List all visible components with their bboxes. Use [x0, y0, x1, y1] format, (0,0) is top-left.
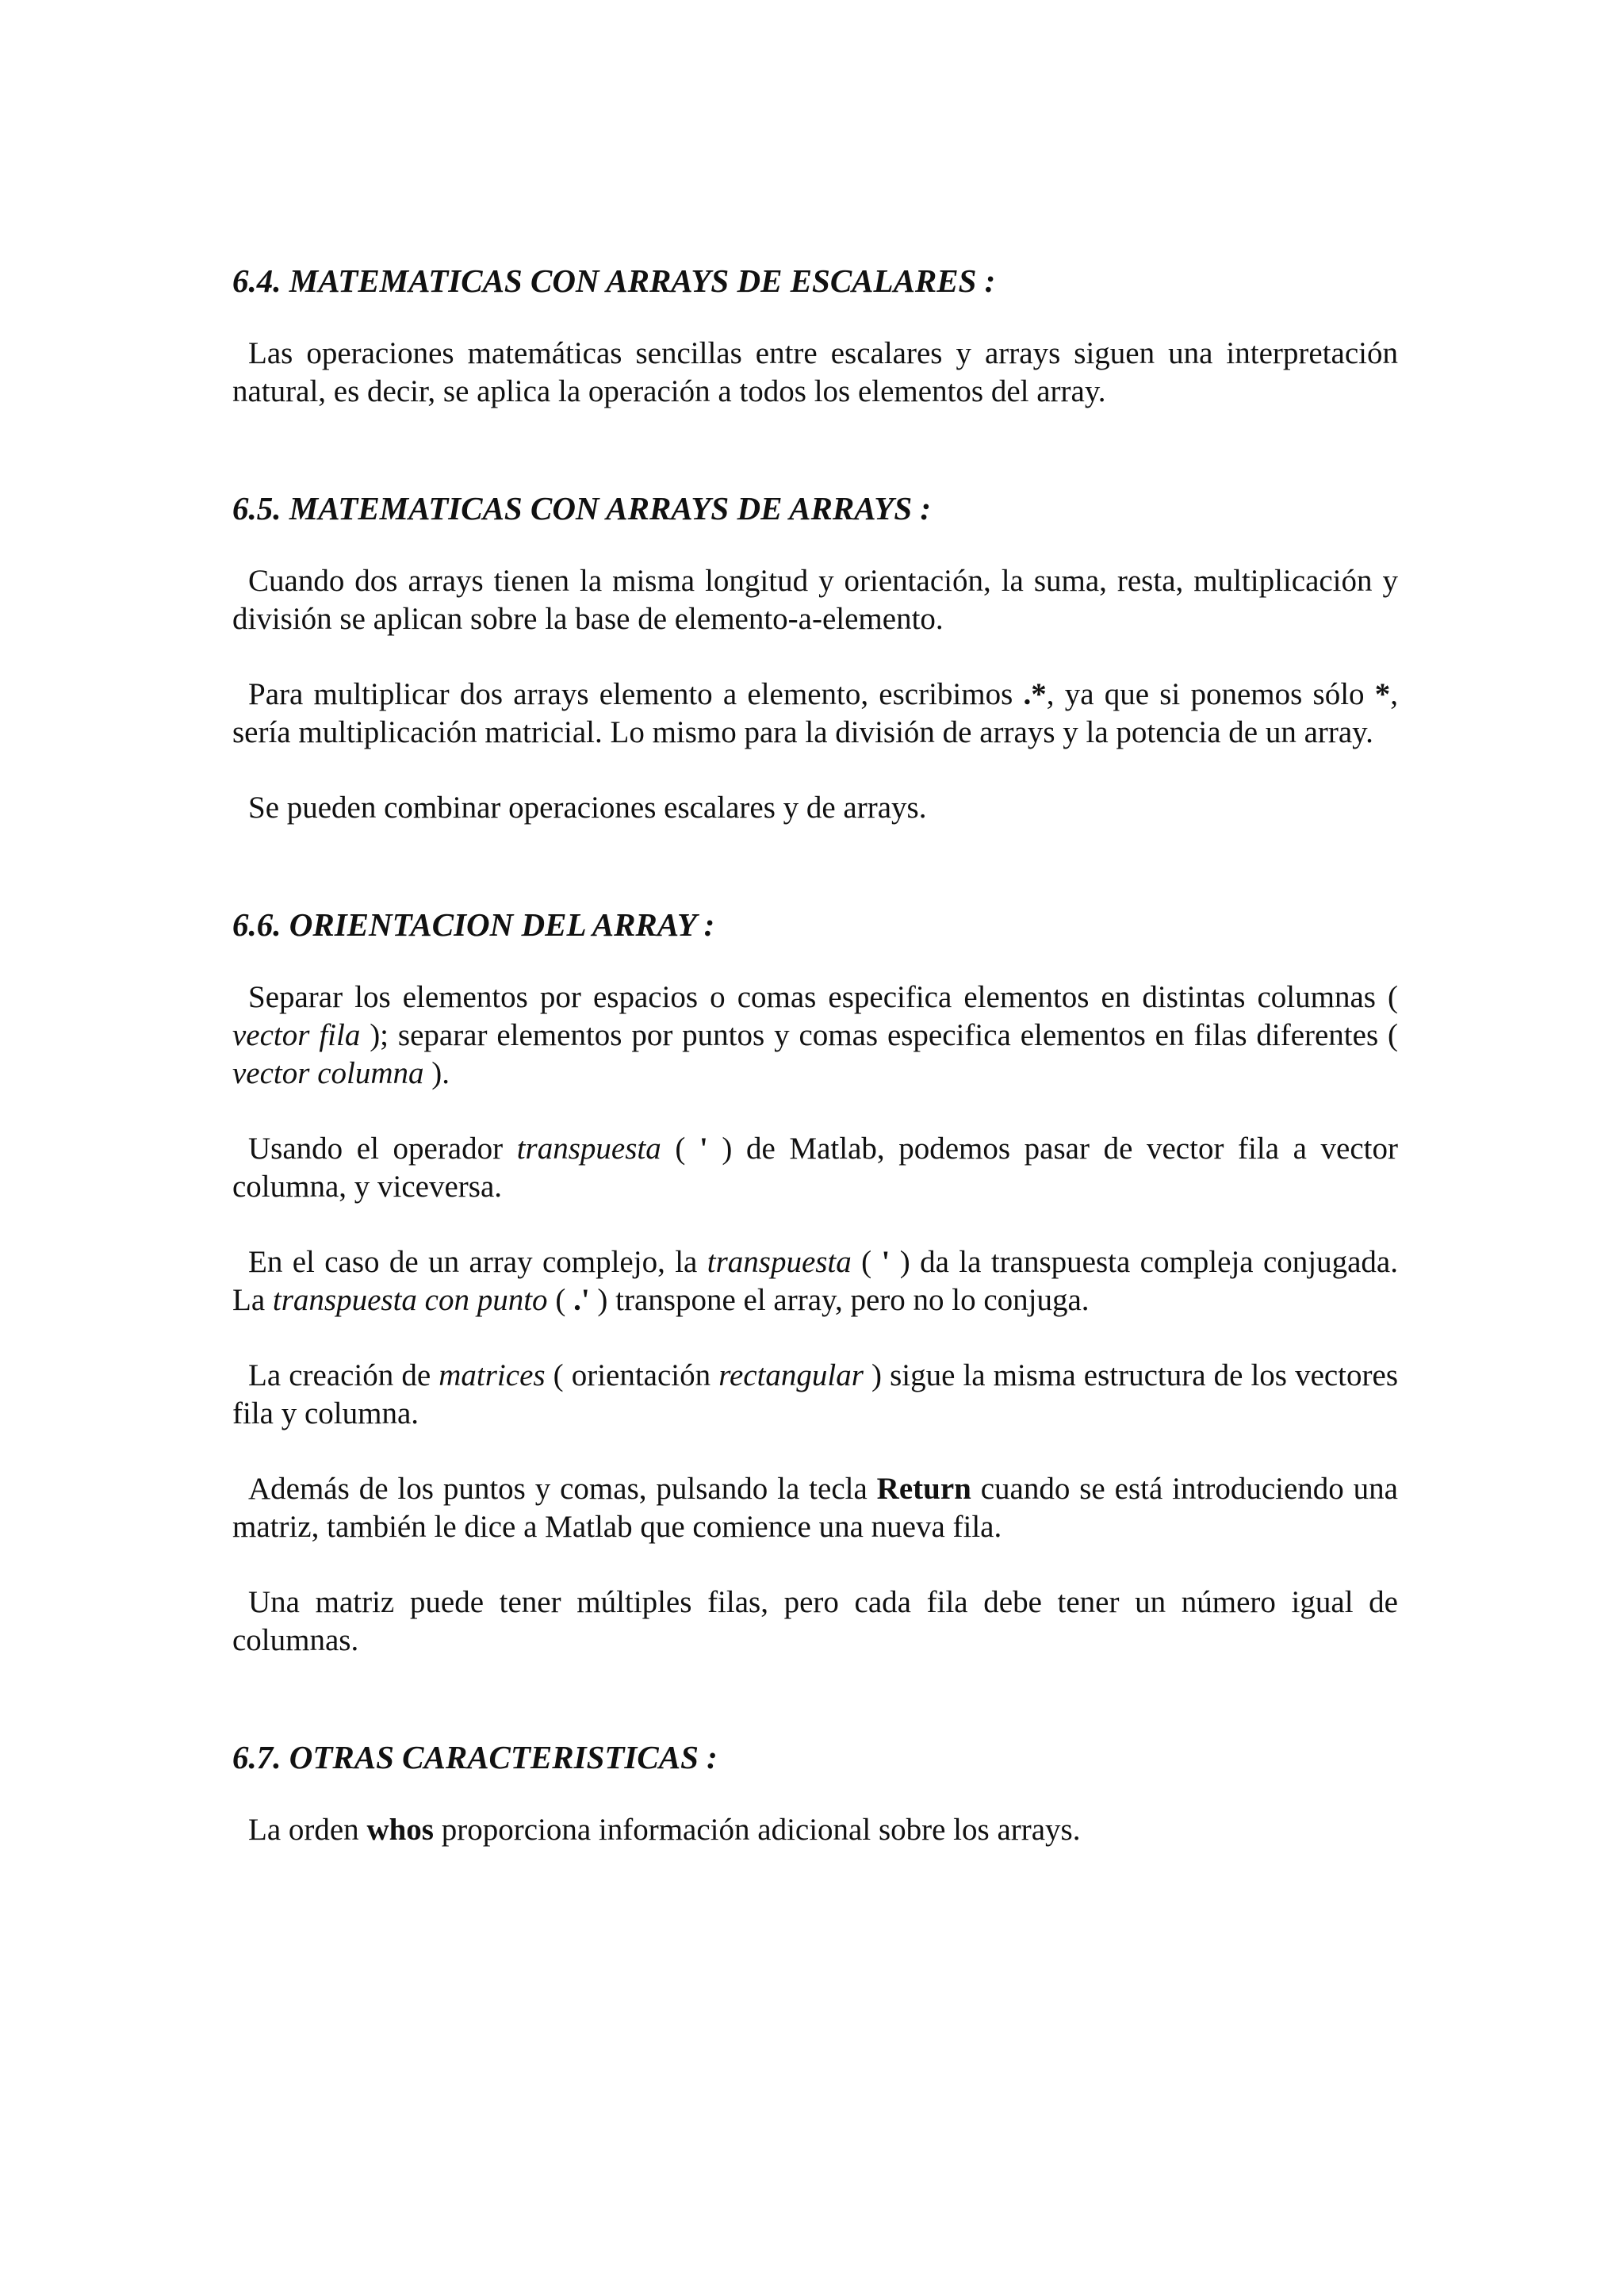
section-heading: 6.4. MATEMATICAS CON ARRAYS DE ESCALARES :	[232, 262, 996, 299]
bold-text: .*	[1023, 677, 1047, 711]
bold-text: whos	[366, 1813, 434, 1847]
text-run: proporciona información adicional sobre los arrays.	[433, 1813, 1081, 1847]
text-run: Usando el operador	[248, 1132, 517, 1166]
text-run: ) sigue la misma estructura de los vectores fila y columna.	[232, 1358, 1398, 1430]
text-run: Cuando dos arrays tienen la misma longitud y orientación, la suma, resta, multiplicación y división se aplican sobre la base de elemento-a-elemento.	[232, 564, 1398, 636]
text-run: cuando se está introduciendo una matriz, también le dice a Matlab que comience una nueva fila.	[232, 1472, 1398, 1544]
bold-text: .'	[573, 1283, 590, 1317]
text-run: (	[851, 1245, 882, 1279]
body-paragraph	[232, 1130, 1398, 1206]
section-heading: 6.5. MATEMATICAS CON ARRAYS DE ARRAYS :	[232, 490, 932, 527]
section-heading: 6.6. ORIENTACION DEL ARRAY :	[232, 906, 715, 943]
text-run: En el caso de un array complejo, la	[248, 1245, 707, 1279]
body-paragraph	[232, 335, 1398, 411]
section-heading: 6.7. OTRAS CARACTERISTICAS :	[232, 1739, 718, 1775]
italic-text: vector columna	[232, 1056, 424, 1090]
text-run: , sería multiplicación matricial. Lo mismo para la división de arrays y la potencia de un array.	[232, 677, 1398, 749]
body-paragraph	[232, 1584, 1398, 1660]
text-run: La orden	[248, 1813, 367, 1847]
text-run: (	[547, 1283, 574, 1317]
body-paragraph	[232, 789, 1398, 827]
italic-text: rectangular	[718, 1358, 864, 1392]
bold-text: '	[699, 1132, 708, 1166]
text-run: Además de los puntos y comas, pulsando la tecla	[248, 1472, 877, 1506]
text-run: Se pueden combinar operaciones escalares y de arrays.	[248, 791, 927, 825]
text-run: Separar los elementos por espacios o comas especifica elementos en distintas columnas (	[248, 980, 1398, 1014]
text-run: Las operaciones matemáticas sencillas entre escalares y arrays siguen una interpretación natural, es decir, se aplica la operación a todos los elementos del array.	[232, 336, 1398, 408]
body-paragraph	[232, 978, 1398, 1093]
bold-text: '	[881, 1245, 891, 1279]
body-paragraph	[232, 676, 1398, 752]
body-paragraph	[232, 562, 1398, 638]
text-run: ( orientación	[545, 1358, 719, 1392]
body-paragraph	[232, 1243, 1398, 1319]
body-paragraph	[232, 1470, 1398, 1546]
document-body	[232, 260, 1398, 1849]
text-run: ) transpone el array, pero no lo conjuga.	[589, 1283, 1090, 1317]
text-run: ).	[423, 1056, 450, 1090]
text-run: (	[661, 1132, 699, 1166]
italic-text: transpuesta con punto	[272, 1283, 548, 1317]
text-run: Para multiplicar dos arrays elemento a elemento, escribimos	[248, 677, 1024, 711]
text-run: Una matriz puede tener múltiples filas, pero cada fila debe tener un número igual de columnas.	[232, 1585, 1398, 1657]
text-run: ); separar elementos por puntos y comas especifica elementos en filas diferentes (	[360, 1018, 1398, 1052]
italic-text: matrices	[439, 1358, 546, 1392]
text-run: ) da la transpuesta compleja conjugada. La	[232, 1245, 1398, 1317]
text-run: ) de Matlab, podemos pasar de vector fila a vector columna, y viceversa.	[232, 1132, 1398, 1204]
text-run: La creación de	[248, 1358, 439, 1392]
italic-text: transpuesta	[707, 1245, 852, 1279]
body-paragraph	[232, 1811, 1398, 1849]
text-run: , ya que si ponemos sólo	[1046, 677, 1375, 711]
italic-text: transpuesta	[516, 1132, 661, 1166]
body-paragraph	[232, 1357, 1398, 1433]
bold-text: Return	[876, 1472, 971, 1506]
bold-text: *	[1374, 677, 1391, 711]
italic-text: vector fila	[232, 1018, 361, 1052]
